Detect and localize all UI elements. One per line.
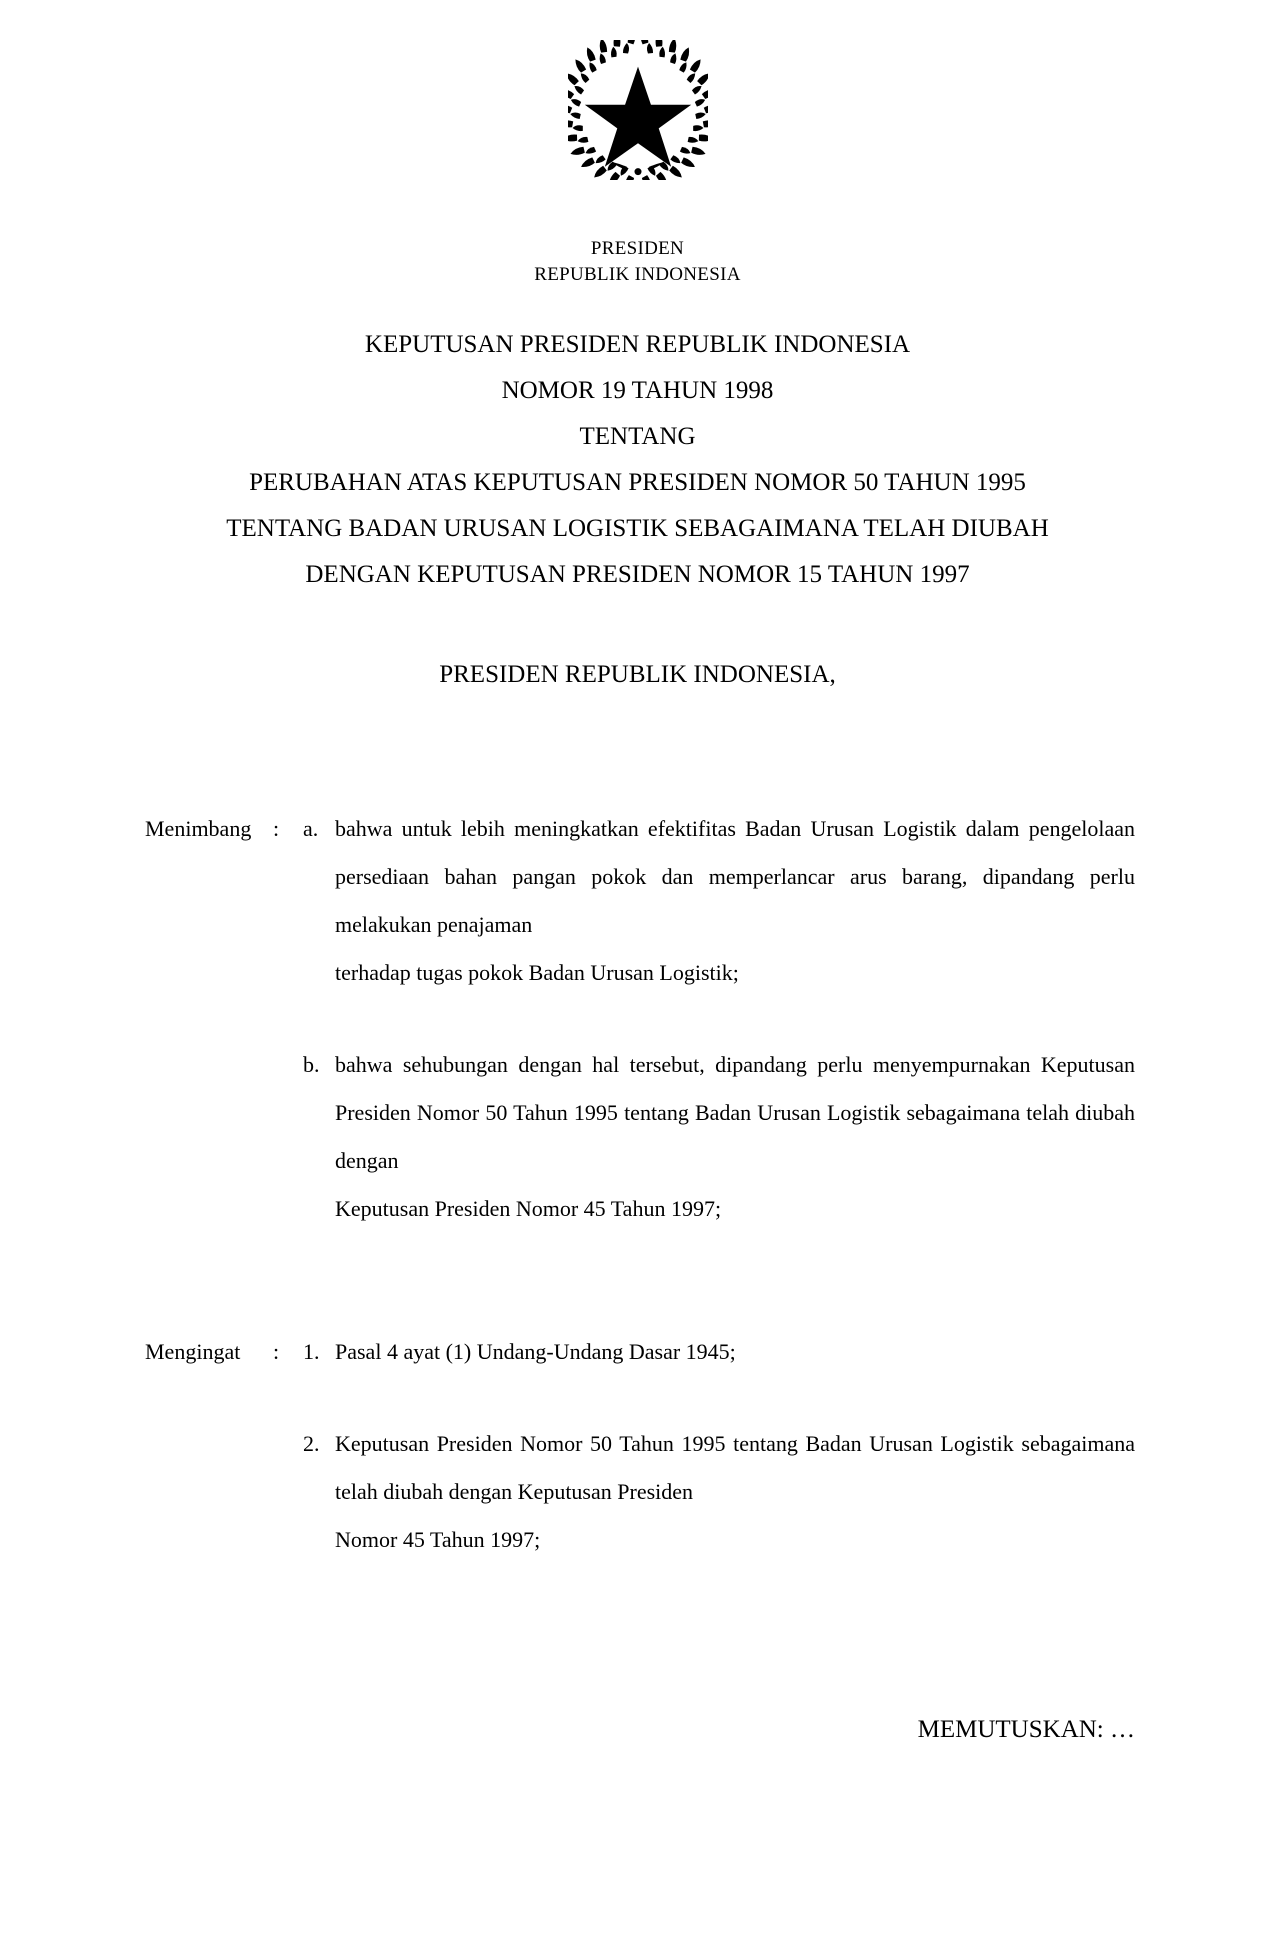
menimbang-item-a-marker: a. xyxy=(303,816,319,841)
menimbang-item-a-body: bahwa untuk lebih meningkatkan efektifitas Badan Urusan Logistik dalam pengelolaan persediaan bahan pangan pokok dan memperlancar arus barang, dipandang perlu melakukan penajaman xyxy=(335,816,1135,937)
memutuskan-note: MEMUTUSKAN: … xyxy=(917,1716,1135,1743)
mengingat-item-2-body: Keputusan Presiden Nomor 50 Tahun 1995 tentang Badan Urusan Logistik sebagaimana telah diubah dengan Keputusan Presiden xyxy=(335,1431,1135,1504)
menimbang-colon: : xyxy=(273,816,280,841)
mengingat-item-1-text xyxy=(335,1328,1135,1376)
emblem-container xyxy=(0,40,1275,180)
mengingat-item-1-marker: 1. xyxy=(303,1339,320,1364)
menimbang-label: Menimbang xyxy=(145,816,252,841)
title-line-3-tentang: TENTANG xyxy=(579,423,696,450)
document-header xyxy=(0,236,1275,288)
mengingat-item-1-tail: Pasal 4 ayat (1) Undang-Undang Dasar 1945; xyxy=(335,1339,736,1364)
mengingat-item-1 xyxy=(145,1328,1135,1376)
mengingat-item-2-marker: 2. xyxy=(303,1431,320,1456)
menimbang-item-b-text xyxy=(335,1041,1135,1233)
menimbang-item-b-body: bahwa sehubungan dengan hal tersebut, dipandang perlu menyempurnakan Keputusan Presiden Nomor 50 Tahun 1995 tentang Badan Urusan Logistik sebagaimana telah diubah dengan xyxy=(335,1052,1135,1173)
header-line-presiden: PRESIDEN xyxy=(590,238,685,259)
garuda-star-wreath-emblem xyxy=(568,40,708,180)
menimbang-item-a-text xyxy=(335,805,1135,997)
document-title-block xyxy=(0,322,1275,598)
title-line-2-nomor: NOMOR 19 TAHUN 1998 xyxy=(501,377,774,404)
menimbang-item-b-marker: b. xyxy=(303,1052,320,1077)
title-line-5: TENTANG BADAN URUSAN LOGISTIK SEBAGAIMANA TELAH DIUBAH xyxy=(226,515,1049,542)
menimbang-item-a xyxy=(145,805,1135,997)
title-line-6: DENGAN KEPUTUSAN PRESIDEN NOMOR 15 TAHUN 1997 xyxy=(305,561,970,588)
menimbang-item-a-tail: terhadap tugas pokok Badan Urusan Logistik; xyxy=(335,960,739,985)
header-line-republik-indonesia: REPUBLIK INDONESIA xyxy=(534,264,741,285)
menimbang-item-b-tail: Keputusan Presiden Nomor 45 Tahun 1997; xyxy=(335,1196,722,1221)
authority-line: PRESIDEN REPUBLIK INDONESIA, xyxy=(439,661,836,688)
mengingat-label: Mengingat xyxy=(145,1339,241,1364)
mengingat-item-2-tail: Nomor 45 Tahun 1997; xyxy=(335,1527,541,1552)
menimbang-item-b xyxy=(145,1041,1135,1233)
title-line-1: KEPUTUSAN PRESIDEN REPUBLIK INDONESIA xyxy=(364,331,911,358)
mengingat-item-2 xyxy=(145,1420,1135,1564)
title-line-4: PERUBAHAN ATAS KEPUTUSAN PRESIDEN NOMOR 50 TAHUN 1995 xyxy=(249,469,1026,496)
menimbang-section xyxy=(145,805,1135,1233)
mengingat-colon: : xyxy=(273,1339,280,1364)
mengingat-section xyxy=(145,1328,1135,1564)
mengingat-item-2-text xyxy=(335,1420,1135,1564)
